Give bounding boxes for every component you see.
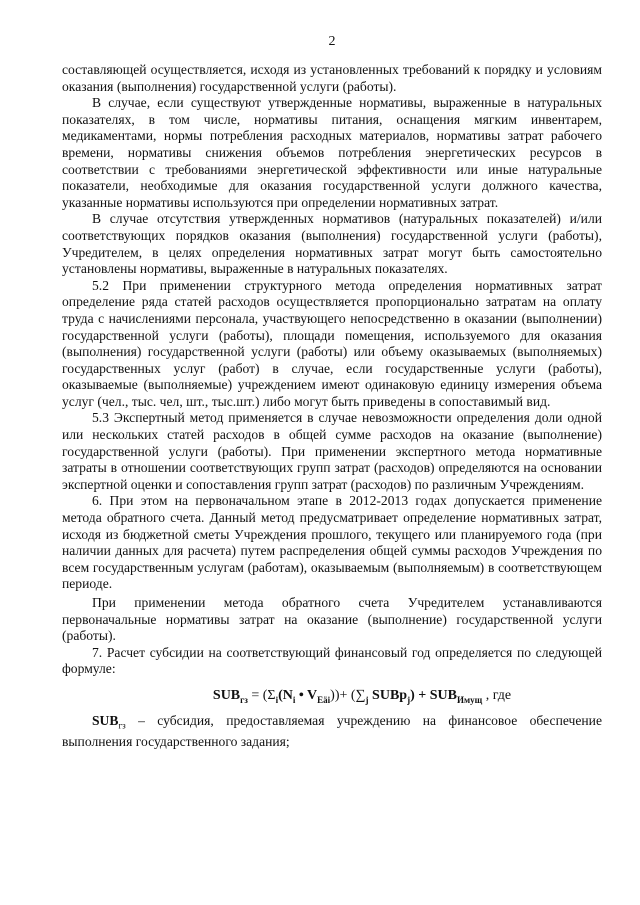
formula-n-sub: i xyxy=(292,694,296,705)
formula-i-sub: i xyxy=(275,694,279,705)
paragraph-5: 5.3 Экспертный метод применяется в случае невозможности определения доли одной или нескольких статей расходов в общей сумме расходов на оказание (выполнение) государственной услуги (работы). При применении экспертного метода нормативные затраты в отношении соответствующих групп затрат (расходов) определяются на основании экспертной оценки и сопоставления групп затрат (расходов) по различным Учреждениям. xyxy=(62,410,602,492)
paragraph-4: 5.2 При применении структурного метода определения нормативных затрат определение ряда статей расходов осуществляется пропорционально затратам на оплату труда с начислениями персонала, участвующего непосредственно в оказании (выполнении) государственной услуги (работы), площади помещения, используемого для оказания (выполнения) государственной услуги (работы) или объему оказываемых (выполняемых) государственных услуг (работ) в случае, если государственные услуги (работы), оказываемые (выполняемые) учреждением имеют одинаковую единицу измерения объема услуг (чел., тыс. чел, шт., тыс.шт.) либо могут быть приведены в сопоставимый вид. xyxy=(62,277,602,409)
formula-close: ) + SUB xyxy=(410,687,457,703)
formula-v: • V xyxy=(295,687,318,703)
formula-j-sub: j xyxy=(365,694,369,705)
subsidy-formula xyxy=(122,688,602,705)
formula-lhs-sub: гз xyxy=(240,694,248,705)
formula-v-sub: Eäi xyxy=(317,694,331,705)
definition-term: SUB xyxy=(92,712,119,728)
formula-im-sub: Имущ xyxy=(456,694,483,705)
paragraph-3: В случае отсутствия утвержденных нормативов (натуральных показателей) и/или соответствующих порядков оказания (выполнения) государственной услуги (работы), Учредителем, в целях определения нормативных затрат могут быть самостоятельно установлены нормативы, выраженные в натуральных показателях. xyxy=(62,211,602,277)
formula-lhs: SUB xyxy=(212,687,241,703)
page-number: 2 xyxy=(328,34,336,49)
paragraph-8: 7. Расчет субсидии на соответствующий финансовый год определяется по следующей формуле: xyxy=(62,644,602,677)
definition-term-sub: гз xyxy=(118,720,126,731)
formula-p-sub: j xyxy=(407,694,411,705)
formula-mid: ))+ (∑ xyxy=(330,687,366,703)
formula-n: (N xyxy=(278,687,293,703)
formula-subp: SUBp xyxy=(368,687,408,703)
paragraph-6: 6. При этом на первоначальном этапе в 2012-2013 годах допускается применение метода обратного счета. Данный метод предусматривает определение нормативных затрат, исходя из бюджетной сметы Учреждения прошлого, текущего или планируемого года (при наличии данных для расчета) путем распределения общей суммы расходов Учреждения по всем государственным услугам (работам), оказываемым (выполняемым) в соответствующем периоде. xyxy=(62,493,602,592)
formula-eq: = (Σ xyxy=(247,687,276,703)
definition-subgz xyxy=(62,713,602,751)
paragraph-7: При применении метода обратного счета Учредителем устанавливаются первоначальные нормативы затрат на оказание (выполнение) государственной услуги (работы). xyxy=(62,595,602,644)
definition-text: – субсидия, предоставляемая учреждению на финансовое обеспечение выполнения государственного задания; xyxy=(62,712,602,750)
paragraph-1: составляющей осуществляется, исходя из установленных требований к порядку и условиям оказания (выполнения) государственной услуги (работы). xyxy=(62,62,602,94)
formula-tail: , где xyxy=(482,687,512,703)
paragraph-2: В случае, если существуют утвержденные нормативы, выраженные в натуральных показателях, в том числе, нормативы питания, оснащения мягким инвентарем, медикаментами, нормы потребления расходных материалов, нормативы затрат рабочего времени, нормативы снижения объемов потребления энергетических ресурсов в соответствии с требованиями энергетической эффективности или иные натуральные показатели, необходимые для оказания государственной услуги должного качества, указанные нормативы используются при определении нормативных затрат. xyxy=(62,95,602,210)
